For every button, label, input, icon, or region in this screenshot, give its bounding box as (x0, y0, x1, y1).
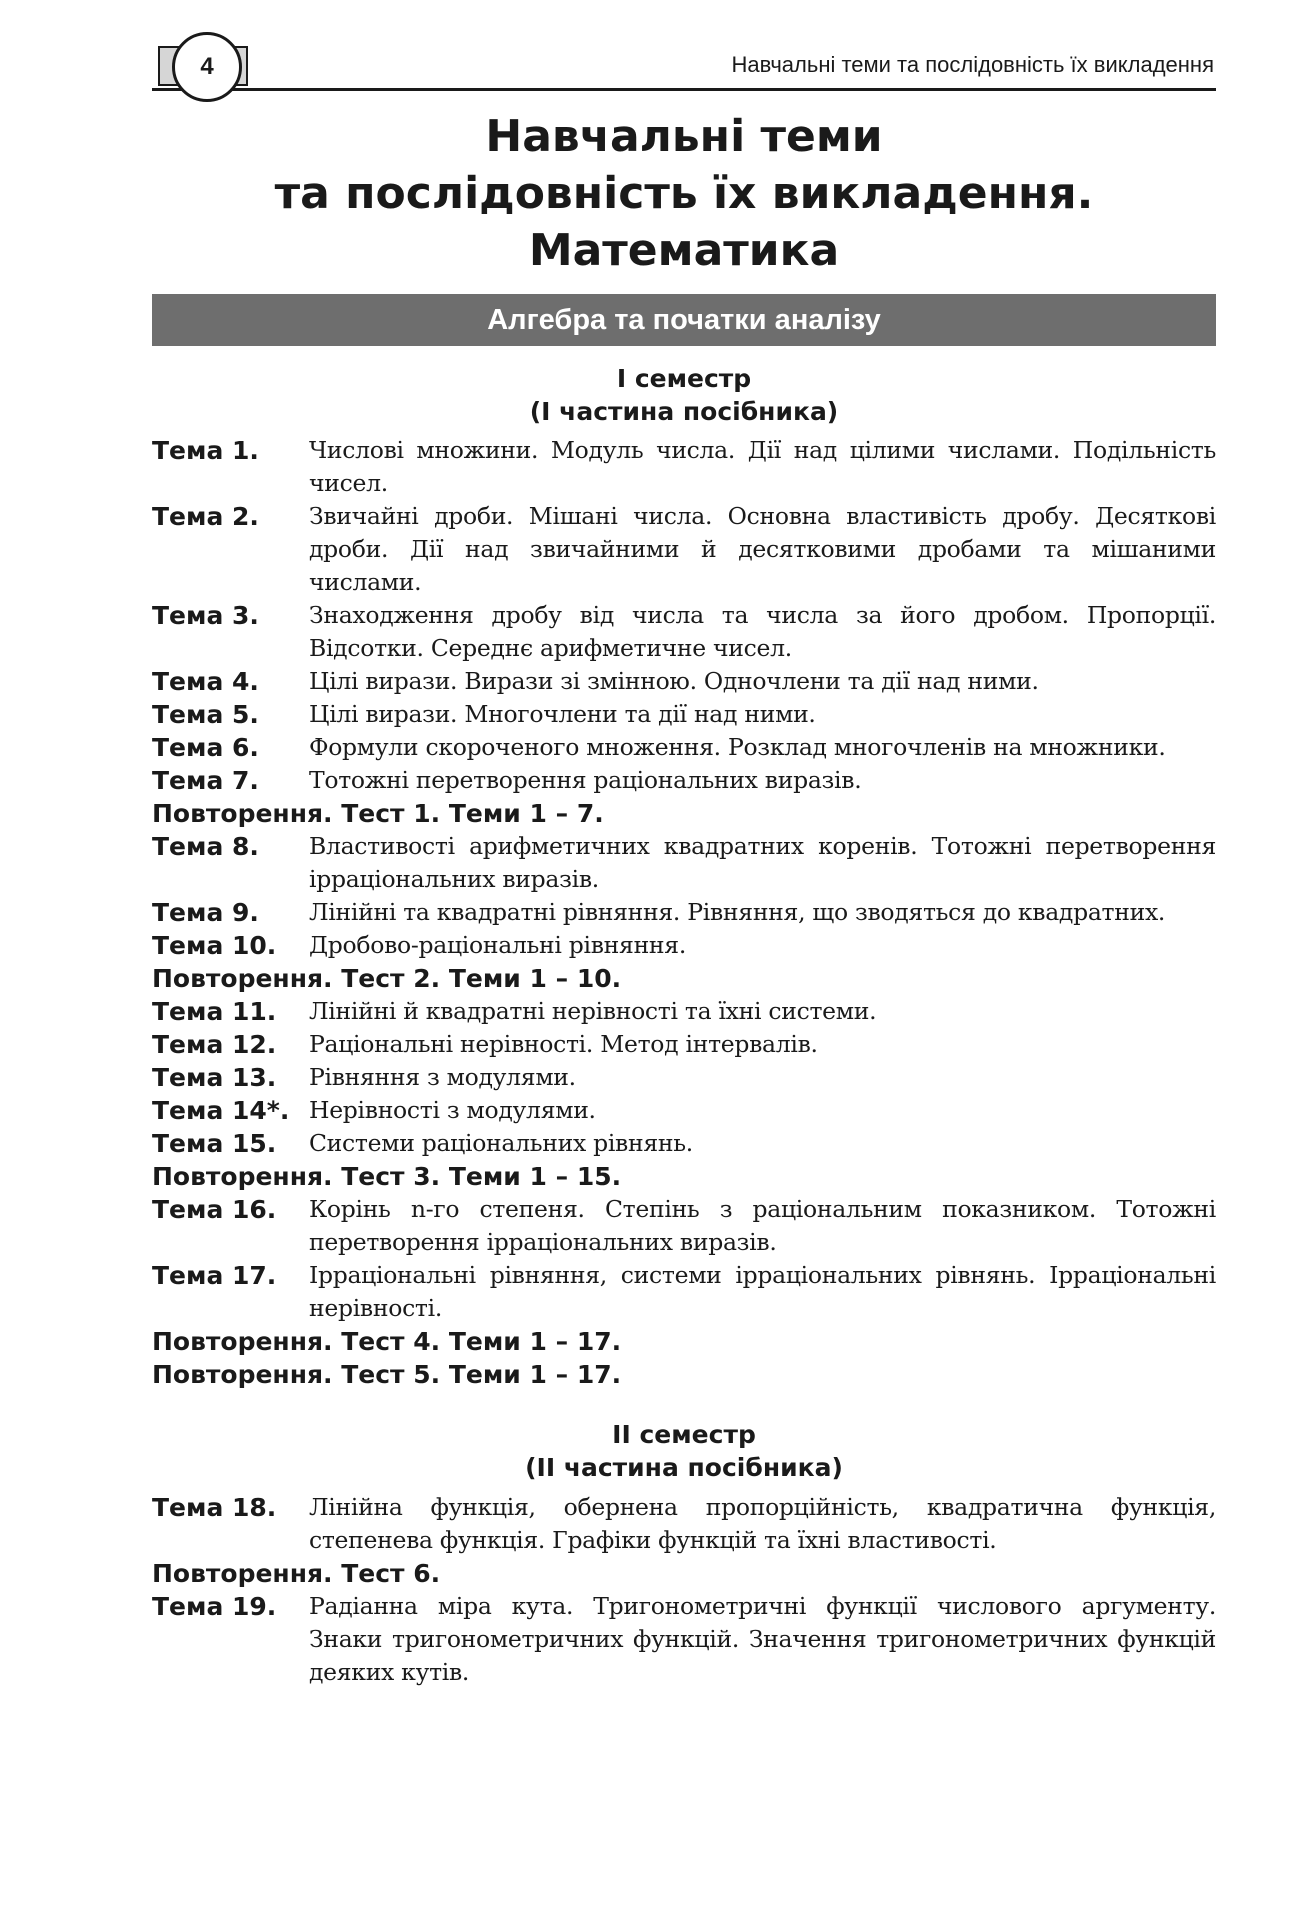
topic-label: Тема 6. (152, 733, 259, 762)
topic-label: Тема 12. (152, 1030, 277, 1059)
topic-row (152, 995, 1216, 1028)
topic-text: Цілі вирази. Многочлени та дії над ними. (309, 700, 816, 728)
topic-label: Тема 10. (152, 931, 277, 960)
topic-row (152, 896, 1216, 929)
topic-row (152, 731, 1216, 764)
topic-row (152, 1094, 1216, 1127)
topic-text: Лінійні й квадратні нерівності та їхні системи. (309, 997, 877, 1025)
title-line-2: та послідовність їх викладення. (274, 168, 1094, 219)
topic-text: Раціональні нерівності. Метод інтервалів. (309, 1030, 818, 1058)
topic-text: Рівняння з модулями. (309, 1063, 576, 1091)
topic-row (152, 1259, 1216, 1325)
topic-row (152, 830, 1216, 896)
topic-label: Тема 11. (152, 997, 277, 1026)
topic-row (152, 764, 1216, 797)
section-title-bar: Алгебра та початки аналізу (152, 294, 1216, 346)
topic-row (152, 1193, 1216, 1259)
topic-text: Нерівності з модулями. (309, 1096, 596, 1124)
topic-text: Знаходження дробу від числа та числа за його дробом. Пропорції. Відсотки. Середнє арифметичне чисел. (309, 601, 1216, 662)
topic-text: Цілі вирази. Вирази зі змінною. Одночлени та дії над ними. (309, 667, 1039, 695)
running-title: Навчальні теми та послідовність їх викладення (731, 52, 1214, 77)
semester-2-topic-list (152, 1491, 1216, 1689)
review-line: Повторення. Тест 6. (152, 1559, 441, 1588)
topic-label: Тема 8. (152, 832, 259, 861)
topic-row (152, 500, 1216, 599)
page-title (152, 108, 1216, 279)
topic-text: Ірраціональні рівняння, системи ірраціональних рівнянь. Ірраціональні нерівності. (309, 1261, 1216, 1322)
topic-label: Тема 2. (152, 502, 259, 531)
topic-text: Радіанна міра кута. Тригонометричні функції числового аргументу. Знаки тригонометричних функцій. Значення тригонометричних функцій деяких кутів. (309, 1592, 1216, 1686)
semester-2-subtitle: (II частина посібника) (525, 1453, 843, 1482)
semester-1-subtitle: (I частина посібника) (529, 397, 839, 426)
topic-row (152, 1028, 1216, 1061)
topic-text: Корінь n-го степеня. Степінь з раціональним показником. Тотожні перетворення ірраціональних виразів. (309, 1195, 1216, 1256)
topic-row (152, 929, 1216, 962)
topic-label: Тема 17. (152, 1261, 277, 1290)
topic-label: Тема 7. (152, 766, 259, 795)
semester-1-title: I семестр (616, 364, 752, 393)
page-header (152, 32, 1216, 92)
semester-1-heading (152, 362, 1216, 428)
semester-2-title: II семестр (612, 1420, 756, 1449)
title-line-1: Навчальні теми (485, 111, 883, 162)
review-line: Повторення. Тест 3. Теми 1 – 15. (152, 1162, 622, 1191)
topic-text: Лінійні та квадратні рівняння. Рівняння, що зводяться до квадратних. (309, 898, 1166, 926)
topic-text: Лінійна функція, обернена пропорційність, квадратична функція, степенева функція. Графіки функцій та їхні властивості. (309, 1493, 1216, 1554)
topic-row (152, 1590, 1216, 1689)
topic-row (152, 1061, 1216, 1094)
page-number: 4 (172, 32, 242, 102)
topic-row (152, 698, 1216, 731)
topic-text: Дробово-раціональні рівняння. (309, 931, 686, 959)
topic-text: Властивості арифметичних квадратних коренів. Тотожні перетворення ірраціональних виразів. (309, 832, 1216, 893)
topic-row (152, 1491, 1216, 1557)
topic-label: Тема 3. (152, 601, 259, 630)
topic-label: Тема 5. (152, 700, 259, 729)
topic-text: Звичайні дроби. Мішані числа. Основна властивість дробу. Десяткові дроби. Дії над звичайними й десятковими дробами та мішаними числами. (309, 502, 1216, 596)
topic-label: Тема 19. (152, 1592, 277, 1621)
topic-text: Тотожні перетворення раціональних виразів. (309, 766, 862, 794)
title-line-3: Математика (528, 225, 840, 276)
topic-text: Числові множини. Модуль числа. Дії над цілими числами. Подільність чисел. (309, 436, 1216, 497)
topic-label: Тема 4. (152, 667, 259, 696)
topic-label: Тема 13. (152, 1063, 277, 1092)
topic-label: Тема 18. (152, 1493, 277, 1522)
topic-row (152, 1127, 1216, 1160)
topic-label: Тема 1. (152, 436, 259, 465)
topic-text: Системи раціональних рівнянь. (309, 1129, 693, 1157)
topic-label: Тема 15. (152, 1129, 277, 1158)
review-line: Повторення. Тест 1. Теми 1 – 7. (152, 799, 604, 828)
review-line: Повторення. Тест 5. Теми 1 – 17. (152, 1360, 622, 1389)
review-line: Повторення. Тест 4. Теми 1 – 17. (152, 1327, 622, 1356)
review-line: Повторення. Тест 2. Теми 1 – 10. (152, 964, 622, 993)
topic-label: Тема 9. (152, 898, 259, 927)
topic-row (152, 665, 1216, 698)
topic-row (152, 434, 1216, 500)
topic-label: Тема 16. (152, 1195, 277, 1224)
topic-label: Тема 14*. (152, 1096, 290, 1125)
semester-1-topic-list (152, 434, 1216, 1391)
topic-row (152, 599, 1216, 665)
topic-text: Формули скороченого множення. Розклад многочленів на множники. (309, 733, 1166, 761)
semester-2-heading (152, 1418, 1216, 1484)
header-rule (152, 88, 1216, 91)
